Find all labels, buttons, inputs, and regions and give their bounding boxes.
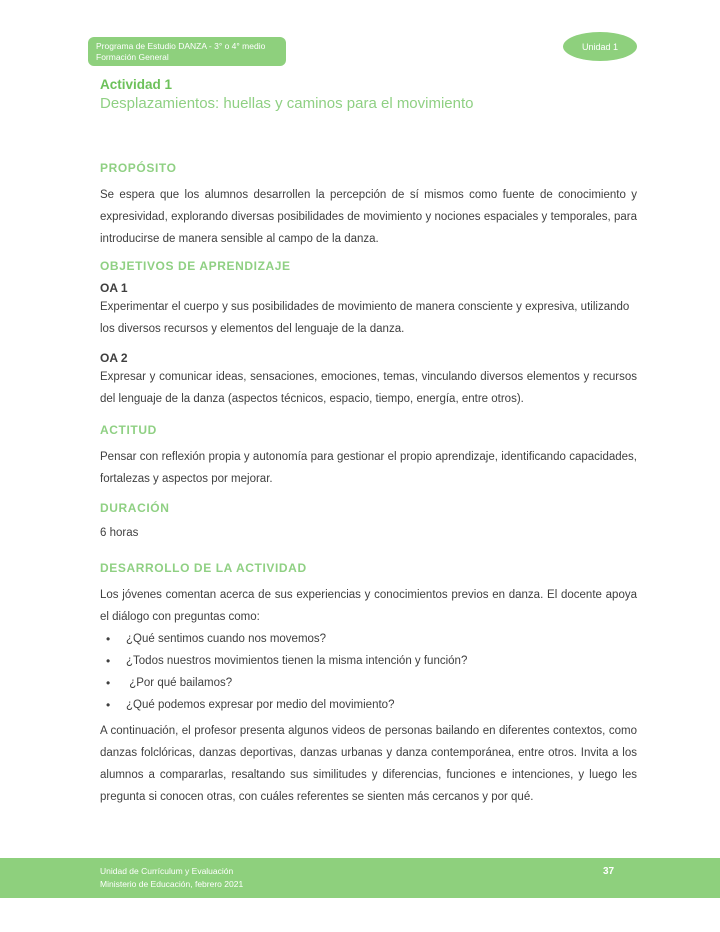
list-item — [100, 672, 637, 694]
bullet-icon: • — [106, 654, 111, 668]
section-heading-duracion: DURACIÓN — [100, 501, 170, 515]
program-track: Formación General — [96, 52, 169, 62]
program-name: Programa de Estudio DANZA - 3° o 4° medio — [96, 40, 266, 51]
section-heading-desarrollo: DESARROLLO DE LA ACTIVIDAD — [100, 561, 307, 575]
oa2-text: Expresar y comunicar ideas, sensaciones, emociones, temas, vinculando diversos elementos y recursos del lenguaje de la danza (aspectos técnicos, espacio, tiempo, energía, entre otros). — [100, 371, 637, 405]
bullet-icon: • — [106, 632, 111, 646]
bullet-icon: • — [106, 698, 111, 712]
section-heading-proposito: PROPÓSITO — [100, 161, 177, 175]
list-item — [100, 650, 637, 672]
list-item-text: ¿Por qué bailamos? — [126, 677, 233, 689]
proposito-text: Se espera que los alumnos desarrollen la percepción de sí mismos como fuente de conocimiento y expresividad, explorando diversas posibilidades de movimiento y nociones espaciales y temporales, para introducirse de manera sensible al campo de la danza. — [100, 189, 637, 245]
bullet-icon: • — [106, 676, 111, 690]
desarrollo-closing-text: A continuación, el profesor presenta algunos videos de personas bailando en diferentes contextos, como danzas folclóricas, danzas deportivas, danzas urbanas y danza contemporánea, entre otros. Invita a los alumnos a compararlas, resaltando sus similitudes y diferencias, funciones e intenciones, y luego les pregunta si conocen otras, con cuáles referentes se sienten más cercanos y por qué. — [100, 725, 637, 803]
list-item — [100, 694, 637, 716]
actitud-text: Pensar con reflexión propia y autonomía para gestionar el propio aprendizaje, identificando capacidades, fortalezas y aspectos por mejorar. — [100, 451, 637, 485]
unit-badge — [563, 32, 637, 61]
list-item-text: ¿Qué podemos expresar por medio del movimiento? — [126, 699, 395, 711]
section-heading-objetivos: OBJETIVOS DE APRENDIZAJE — [100, 259, 291, 273]
list-item-text: ¿Qué sentimos cuando nos movemos? — [126, 633, 327, 645]
unit-badge-label: Unidad 1 — [581, 41, 619, 52]
section-heading-actitud: ACTITUD — [100, 423, 157, 437]
oa1-text: Experimentar el cuerpo y sus posibilidades de movimiento de manera consciente y expresiva, utilizando los diversos recursos y elementos del lenguaje de la danza. — [100, 301, 630, 335]
questions-list — [100, 628, 637, 716]
footer-credits — [100, 865, 243, 892]
list-item — [100, 628, 637, 650]
list-item-text: ¿Todos nuestros movimientos tienen la misma intención y función? — [126, 655, 468, 667]
content-column — [100, 160, 637, 808]
page-number: 37 — [603, 866, 615, 877]
activity-subtitle: Desplazamientos: huellas y caminos para el movimiento — [100, 95, 474, 112]
oa2-label: OA 2 — [100, 351, 128, 365]
desarrollo-intro-text: Los jóvenes comentan acerca de sus experiencias y conocimientos previos en danza. El docente apoya el diálogo con preguntas como: — [100, 589, 637, 623]
duracion-text: 6 horas — [100, 527, 139, 539]
footer-ministry: Ministerio de Educación, febrero 2021 — [100, 879, 244, 889]
footer-bar — [0, 858, 720, 898]
oa1-label: OA 1 — [100, 281, 128, 295]
program-badge — [88, 37, 286, 66]
footer-unit: Unidad de Currículum y Evaluación — [100, 865, 234, 876]
activity-title: Actividad 1 — [100, 77, 173, 92]
